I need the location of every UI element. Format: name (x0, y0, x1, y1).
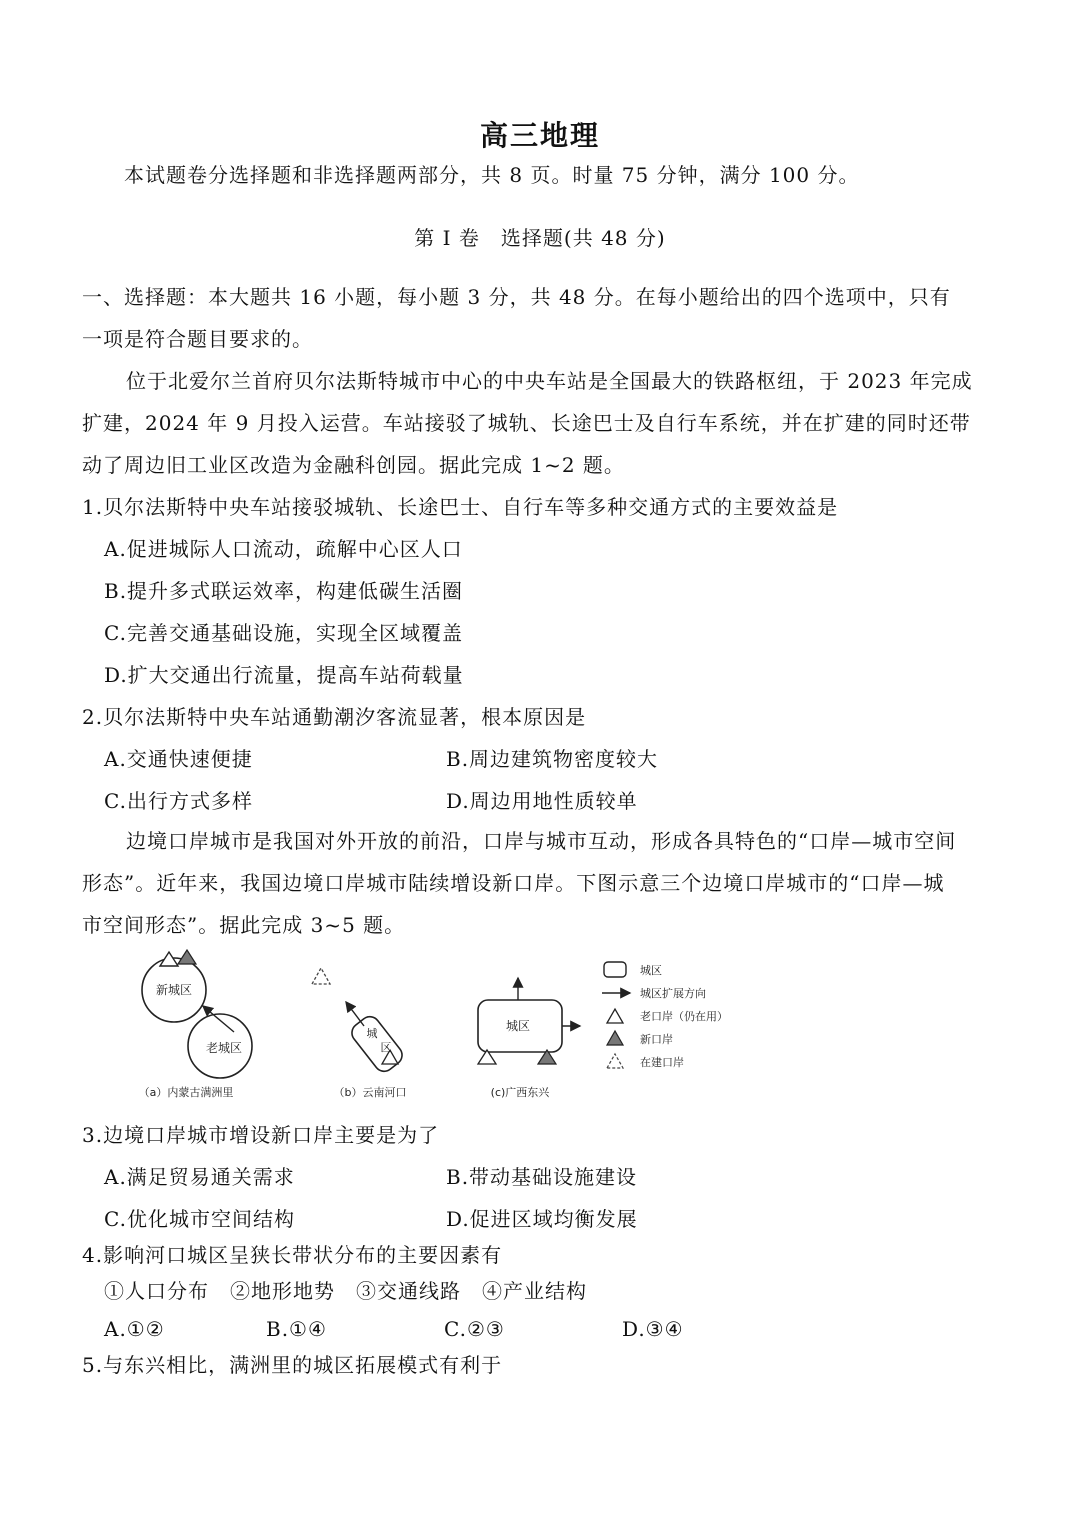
diagram-a-manzhouli (139, 950, 252, 1099)
expansion-arrow-icon (203, 1006, 234, 1032)
hekou-urban-rect (348, 1013, 406, 1076)
question-5-stem: 5.与东兴相比，满洲里的城区拓展模式有利于 (82, 1353, 503, 1377)
legend-building-port-label: 在建口岸 (640, 1056, 684, 1069)
legend-building-port-icon (607, 1054, 623, 1068)
instruction-line-1: 一、选择题：本大题共 16 小题，每小题 3 分，共 48 分。在每小题给出的四个选项中，只有 (82, 285, 951, 309)
question-4-option-d: D.③④ (622, 1317, 684, 1341)
question-4-option-c: C.②③ (444, 1317, 505, 1341)
page-title: 高三地理 (479, 119, 600, 152)
question-1-option-d: D.扩大交通出行流量，提高车站荷载量 (104, 663, 464, 687)
question-3-option-c: C.优化城市空间结构 (104, 1207, 295, 1231)
legend-urban-icon (604, 962, 626, 977)
passage1-line-2: 扩建，2024 年 9 月投入运营。车站接驳了城轨、长途巴士及自行车系统，并在扩建的同时还带 (82, 411, 971, 435)
passage2-line-3: 市空间形态”。据此完成 3~5 题。 (82, 913, 406, 937)
hekou-label-1: 城 (366, 1027, 378, 1040)
old-port-icon (160, 952, 178, 966)
question-2-option-a: A.交通快速便捷 (104, 747, 253, 771)
new-port-icon (178, 950, 196, 964)
legend (602, 962, 728, 1069)
caption-c: (c)广西东兴 (490, 1086, 550, 1099)
caption-b: （b）云南河口 (333, 1086, 407, 1099)
legend-old-port-icon (607, 1009, 623, 1023)
question-1-stem: 1.贝尔法斯特中央车站接驳城轨、长途巴士、自行车等多种交通方式的主要效益是 (82, 495, 839, 519)
legend-new-port-icon (607, 1031, 623, 1045)
section-title: 第 I 卷 选择题(共 48 分) (414, 226, 666, 250)
diagram-b-hekou (312, 968, 406, 1099)
building-port-icon (312, 968, 330, 984)
old-urban-label: 老城区 (205, 1041, 243, 1055)
question-2-option-b: B.周边建筑物密度较大 (446, 747, 659, 771)
new-urban-label: 新城区 (155, 983, 193, 997)
question-3-option-a: A.满足贸易通关需求 (104, 1165, 295, 1189)
legend-expansion-label: 城区扩展方向 (640, 987, 706, 1000)
legend-new-port-label: 新口岸 (640, 1033, 673, 1046)
question-1-option-b: B.提升多式联运效率，构建低碳生活圈 (104, 579, 464, 603)
question-3-option-b: B.带动基础设施建设 (446, 1165, 638, 1189)
legend-urban-label: 城区 (640, 964, 662, 977)
question-1-option-a: A.促进城际人口流动，疏解中心区人口 (104, 537, 463, 561)
passage1-line-1: 位于北爱尔兰首府贝尔法斯特城市中心的中央车站是全国最大的铁路枢纽，于 2023 年完成 (126, 369, 973, 393)
question-4-stem: 4.影响河口城区呈狭长带状分布的主要因素有 (82, 1243, 503, 1267)
hekou-label-2: 区 (380, 1041, 392, 1054)
dongxing-label: 城区 (505, 1019, 531, 1033)
instruction-line-2: 一项是符合题目要求的。 (82, 327, 313, 351)
question-4-option-a: A.①② (104, 1317, 165, 1341)
legend-old-port-label: 老口岸（仍在用） (640, 1010, 728, 1023)
question-3-stem: 3.边境口岸城市增设新口岸主要是为了 (82, 1123, 440, 1147)
question-2-stem: 2.贝尔法斯特中央车站通勤潮汐客流显著，根本原因是 (82, 705, 587, 729)
question-1-option-c: C.完善交通基础设施，实现全区域覆盖 (104, 621, 463, 645)
expansion-arrow-icon (346, 1002, 364, 1026)
caption-a: （a）内蒙古满洲里 (138, 1086, 234, 1099)
port-city-diagram (128, 944, 768, 1106)
diagram-c-dongxing (478, 978, 580, 1099)
question-2-option-d: D.周边用地性质较单 (446, 789, 638, 813)
question-3-option-d: D.促进区域均衡发展 (446, 1207, 638, 1231)
question-4-option-b: B.①④ (266, 1317, 327, 1341)
passage2-line-2: 形态”。近年来，我国边境口岸城市陆续增设新口岸。下图示意三个边境口岸城市的“口岸—城 (82, 871, 945, 895)
exam-intro: 本试题卷分选择题和非选择题两部分，共 8 页。时量 75 分钟，满分 100 分。 (124, 163, 860, 187)
question-4-items: ①人口分布 ②地形地势 ③交通线路 ④产业结构 (104, 1279, 587, 1303)
passage1-line-3: 动了周边旧工业区改造为金融科创园。据此完成 1~2 题。 (82, 453, 625, 477)
question-2-option-c: C.出行方式多样 (104, 789, 253, 813)
passage2-line-1: 边境口岸城市是我国对外开放的前沿，口岸与城市互动，形成各具特色的“口岸—城市空间 (126, 829, 957, 853)
